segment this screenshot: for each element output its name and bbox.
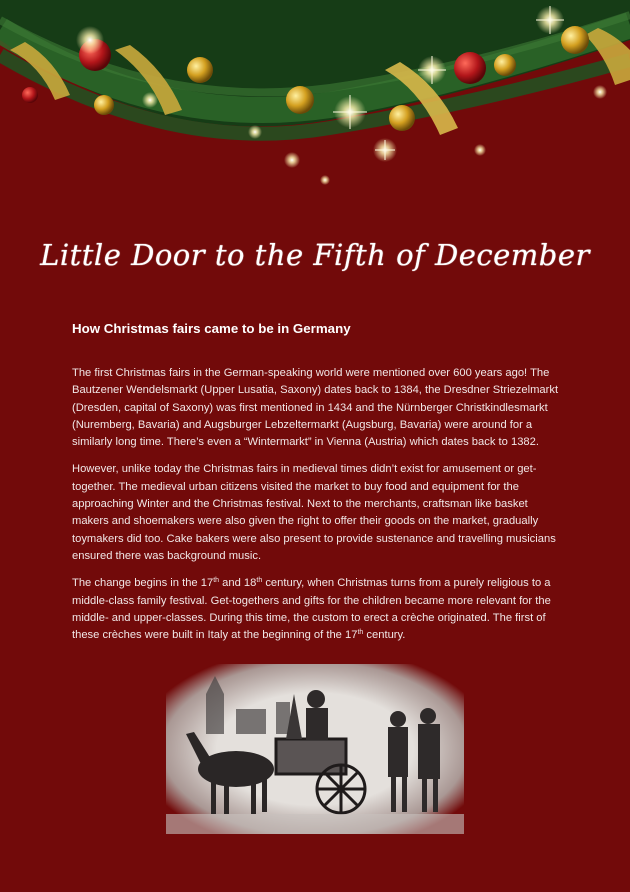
paragraph-3-part-2: and 18	[219, 577, 257, 590]
body-text	[72, 365, 564, 654]
paragraph-3-part-1: The change begins in the 17	[72, 577, 214, 590]
paragraph-3-part-3: century, when Christmas turns from a purely religious to a middle-class family festival. Get-togethers and gifts for the children became more relevant for the middle- and upper-classes. During this time, the custom to erect a crèche originated. The first of these crèches were built in Italy at the beginning of the 17	[72, 577, 551, 642]
paragraph-2: However, unlike today the Christmas fairs in medieval times didn’t exist for amusement or get-together. The medieval urban citizens visited the market to buy food and equipment for the approaching Winter and the Christmas festival. Next to the merchants, craftsman like basket makers and shoemakers were also given the right to offer their goods on the market, gradually toymakers did too. Cake bakers were also present to provide sustenance and travelling musicians ensured there was background music.	[72, 463, 556, 562]
christmas-garland-decoration	[0, 0, 630, 200]
superscript-th: th	[213, 577, 220, 585]
section-heading: How Christmas fairs came to be in Germany	[72, 321, 351, 336]
paragraph-3	[72, 575, 564, 644]
christmas-market-cart-illustration	[166, 664, 464, 834]
page-title: Little Door to the Fifth of December	[40, 238, 590, 272]
paragraph-1: The first Christmas fairs in the German-speaking world were mentioned over 600 years ago! The Bautzener Wendelsmarkt (Upper Lusatia, Saxony) dates back to 1384, the Dresdner Striezelmarkt (Dresden, capital of Saxony) was first mentioned in 1434 and the Nürnberger Christkindlesmarkt (Nuremberg, Bavaria) and Augsburger Lebzeltermarkt (Augsburg, Bavaria) were around for a similarly long time. There’s even a “Wintermarkt” in Vienna (Austria) which dates back to 1382.	[72, 367, 559, 449]
superscript-th: th	[256, 577, 263, 585]
superscript-th: th	[357, 629, 364, 637]
paragraph-3-part-4: century.	[363, 629, 406, 642]
